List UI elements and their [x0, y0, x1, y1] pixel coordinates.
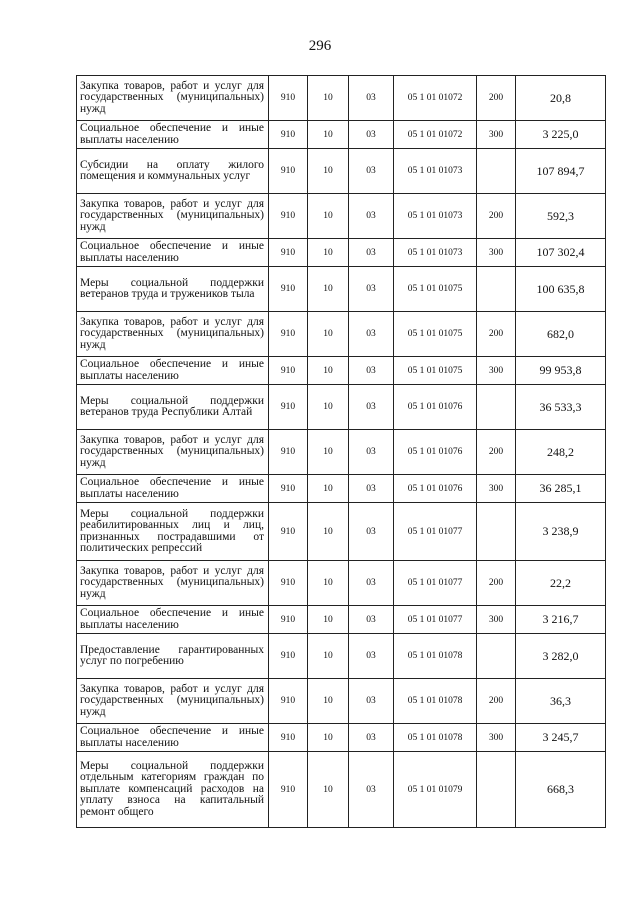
row-name-cell: Меры социальной поддержки ветеранов труда Республики Алтай	[77, 385, 269, 430]
grbs-code-cell: 910	[269, 194, 308, 239]
target-article-cell: 05 1 01 01078	[394, 724, 477, 752]
subsection-code-cell: 03	[349, 679, 394, 724]
section-code-cell: 10	[308, 503, 349, 561]
grbs-code-cell: 910	[269, 430, 308, 475]
table-row	[77, 606, 606, 634]
budget-table	[76, 75, 606, 828]
section-code-cell: 10	[308, 267, 349, 312]
section-code-cell: 10	[308, 385, 349, 430]
row-name-cell: Социальное обеспечение и иные выплаты населению	[77, 724, 269, 752]
grbs-code-cell: 910	[269, 76, 308, 121]
expense-type-cell: 300	[477, 357, 516, 385]
subsection-code-cell: 03	[349, 503, 394, 561]
subsection-code-cell: 03	[349, 606, 394, 634]
amount-cell: 3 225,0	[516, 121, 606, 149]
expense-type-cell: 200	[477, 194, 516, 239]
subsection-code-cell: 03	[349, 430, 394, 475]
section-code-cell: 10	[308, 357, 349, 385]
subsection-code-cell: 03	[349, 76, 394, 121]
section-code-cell: 10	[308, 606, 349, 634]
target-article-cell: 05 1 01 01072	[394, 76, 477, 121]
target-article-cell: 05 1 01 01075	[394, 312, 477, 357]
section-code-cell: 10	[308, 239, 349, 267]
expense-type-cell	[477, 634, 516, 679]
subsection-code-cell: 03	[349, 267, 394, 312]
amount-cell: 668,3	[516, 752, 606, 828]
table-row	[77, 385, 606, 430]
expense-type-cell: 200	[477, 312, 516, 357]
table-row	[77, 679, 606, 724]
row-name-cell: Закупка товаров, работ и услуг для государственных (муниципальных) нужд	[77, 430, 269, 475]
target-article-cell: 05 1 01 01075	[394, 357, 477, 385]
expense-type-cell	[477, 752, 516, 828]
grbs-code-cell: 910	[269, 475, 308, 503]
grbs-code-cell: 910	[269, 503, 308, 561]
amount-cell: 248,2	[516, 430, 606, 475]
amount-cell: 20,8	[516, 76, 606, 121]
subsection-code-cell: 03	[349, 385, 394, 430]
amount-cell: 100 635,8	[516, 267, 606, 312]
table-row	[77, 475, 606, 503]
target-article-cell: 05 1 01 01073	[394, 194, 477, 239]
table-row	[77, 503, 606, 561]
row-name-cell: Закупка товаров, работ и услуг для государственных (муниципальных) нужд	[77, 312, 269, 357]
expense-type-cell: 300	[477, 475, 516, 503]
amount-cell: 3 238,9	[516, 503, 606, 561]
row-name-cell: Меры социальной поддержки реабилитированных лиц и лиц, признанных пострадавшими от политических репрессий	[77, 503, 269, 561]
row-name-cell: Социальное обеспечение и иные выплаты населению	[77, 239, 269, 267]
subsection-code-cell: 03	[349, 357, 394, 385]
row-name-cell: Закупка товаров, работ и услуг для государственных (муниципальных) нужд	[77, 561, 269, 606]
table-row	[77, 312, 606, 357]
amount-cell: 36,3	[516, 679, 606, 724]
row-name-cell: Социальное обеспечение и иные выплаты населению	[77, 357, 269, 385]
subsection-code-cell: 03	[349, 121, 394, 149]
target-article-cell: 05 1 01 01075	[394, 267, 477, 312]
table-row	[77, 121, 606, 149]
expense-type-cell: 300	[477, 239, 516, 267]
expense-type-cell: 300	[477, 724, 516, 752]
section-code-cell: 10	[308, 679, 349, 724]
amount-cell: 592,3	[516, 194, 606, 239]
section-code-cell: 10	[308, 194, 349, 239]
target-article-cell: 05 1 01 01077	[394, 503, 477, 561]
table-row	[77, 239, 606, 267]
grbs-code-cell: 910	[269, 634, 308, 679]
row-name-cell: Меры социальной поддержки отдельным категориям граждан по выплате компенсаций расходов на уплату взноса на капитальный ремонт общего	[77, 752, 269, 828]
amount-cell: 3 282,0	[516, 634, 606, 679]
table-row	[77, 634, 606, 679]
section-code-cell: 10	[308, 312, 349, 357]
section-code-cell: 10	[308, 475, 349, 503]
table-row	[77, 267, 606, 312]
section-code-cell: 10	[308, 121, 349, 149]
subsection-code-cell: 03	[349, 752, 394, 828]
grbs-code-cell: 910	[269, 385, 308, 430]
subsection-code-cell: 03	[349, 634, 394, 679]
expense-type-cell: 200	[477, 561, 516, 606]
grbs-code-cell: 910	[269, 752, 308, 828]
subsection-code-cell: 03	[349, 561, 394, 606]
grbs-code-cell: 910	[269, 606, 308, 634]
grbs-code-cell: 910	[269, 312, 308, 357]
table-row	[77, 76, 606, 121]
section-code-cell: 10	[308, 76, 349, 121]
grbs-code-cell: 910	[269, 357, 308, 385]
row-name-cell: Закупка товаров, работ и услуг для государственных (муниципальных) нужд	[77, 76, 269, 121]
subsection-code-cell: 03	[349, 149, 394, 194]
target-article-cell: 05 1 01 01079	[394, 752, 477, 828]
amount-cell: 682,0	[516, 312, 606, 357]
target-article-cell: 05 1 01 01076	[394, 430, 477, 475]
amount-cell: 36 533,3	[516, 385, 606, 430]
amount-cell: 36 285,1	[516, 475, 606, 503]
amount-cell: 22,2	[516, 561, 606, 606]
table-row	[77, 194, 606, 239]
amount-cell: 99 953,8	[516, 357, 606, 385]
expense-type-cell: 200	[477, 76, 516, 121]
table-row	[77, 752, 606, 828]
section-code-cell: 10	[308, 149, 349, 194]
page-number: 296	[308, 38, 332, 54]
grbs-code-cell: 910	[269, 149, 308, 194]
amount-cell: 3 245,7	[516, 724, 606, 752]
row-name-cell: Меры социальной поддержки ветеранов труда и тружеников тыла	[77, 267, 269, 312]
expense-type-cell: 200	[477, 430, 516, 475]
table-row	[77, 724, 606, 752]
amount-cell: 3 216,7	[516, 606, 606, 634]
section-code-cell: 10	[308, 724, 349, 752]
target-article-cell: 05 1 01 01072	[394, 121, 477, 149]
expense-type-cell	[477, 503, 516, 561]
table-row	[77, 561, 606, 606]
section-code-cell: 10	[308, 752, 349, 828]
expense-type-cell: 300	[477, 606, 516, 634]
row-name-cell: Предоставление гарантированных услуг по погребению	[77, 634, 269, 679]
grbs-code-cell: 910	[269, 561, 308, 606]
table-row	[77, 430, 606, 475]
row-name-cell: Закупка товаров, работ и услуг для государственных (муниципальных) нужд	[77, 194, 269, 239]
subsection-code-cell: 03	[349, 475, 394, 503]
target-article-cell: 05 1 01 01076	[394, 475, 477, 503]
section-code-cell: 10	[308, 430, 349, 475]
expense-type-cell	[477, 149, 516, 194]
grbs-code-cell: 910	[269, 724, 308, 752]
expense-type-cell	[477, 267, 516, 312]
grbs-code-cell: 910	[269, 121, 308, 149]
target-article-cell: 05 1 01 01073	[394, 149, 477, 194]
table-row	[77, 357, 606, 385]
target-article-cell: 05 1 01 01077	[394, 561, 477, 606]
target-article-cell: 05 1 01 01078	[394, 679, 477, 724]
subsection-code-cell: 03	[349, 724, 394, 752]
grbs-code-cell: 910	[269, 267, 308, 312]
expense-type-cell	[477, 385, 516, 430]
grbs-code-cell: 910	[269, 239, 308, 267]
target-article-cell: 05 1 01 01073	[394, 239, 477, 267]
row-name-cell: Субсидии на оплату жилого помещения и коммунальных услуг	[77, 149, 269, 194]
section-code-cell: 10	[308, 634, 349, 679]
target-article-cell: 05 1 01 01077	[394, 606, 477, 634]
grbs-code-cell: 910	[269, 679, 308, 724]
subsection-code-cell: 03	[349, 239, 394, 267]
row-name-cell: Социальное обеспечение и иные выплаты населению	[77, 121, 269, 149]
target-article-cell: 05 1 01 01078	[394, 634, 477, 679]
table-row	[77, 149, 606, 194]
section-code-cell: 10	[308, 561, 349, 606]
row-name-cell: Социальное обеспечение и иные выплаты населению	[77, 606, 269, 634]
row-name-cell: Закупка товаров, работ и услуг для государственных (муниципальных) нужд	[77, 679, 269, 724]
amount-cell: 107 894,7	[516, 149, 606, 194]
expense-type-cell: 300	[477, 121, 516, 149]
target-article-cell: 05 1 01 01076	[394, 385, 477, 430]
subsection-code-cell: 03	[349, 312, 394, 357]
amount-cell: 107 302,4	[516, 239, 606, 267]
subsection-code-cell: 03	[349, 194, 394, 239]
expense-type-cell: 200	[477, 679, 516, 724]
row-name-cell: Социальное обеспечение и иные выплаты населению	[77, 475, 269, 503]
